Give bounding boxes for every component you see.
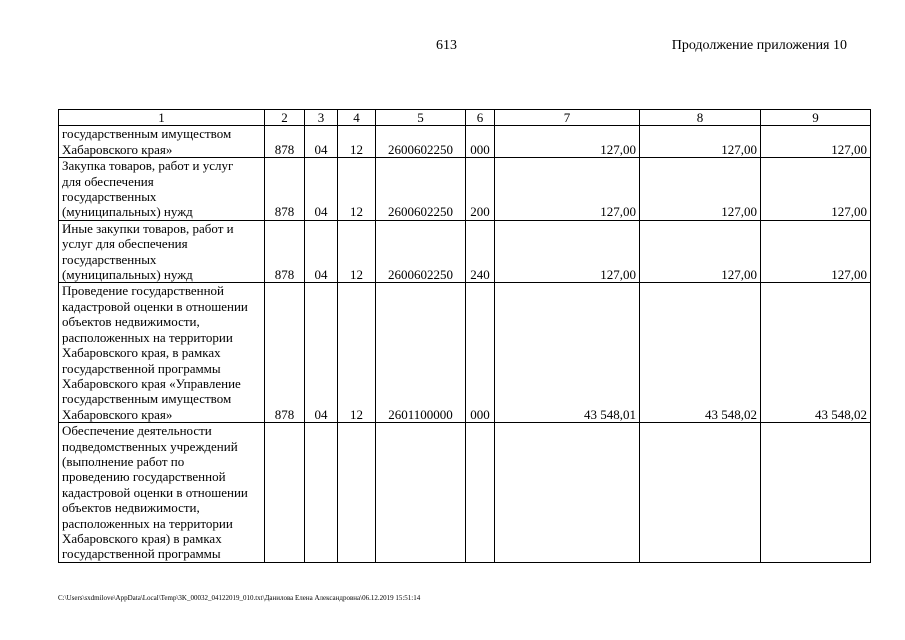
cell-amount-7	[495, 423, 640, 563]
cell-target	[376, 423, 466, 563]
name-line: объектов недвижимости,	[62, 314, 200, 330]
cell-subsection: 12	[338, 126, 376, 158]
name-line: кадастровой оценки в отношении	[62, 484, 248, 500]
column-header: 4	[338, 110, 376, 126]
cell-amount-7: 127,00	[495, 158, 640, 221]
name-line: государственным имуществом	[62, 126, 232, 142]
table-row	[59, 158, 871, 221]
cell-amount-8: 127,00	[640, 126, 761, 158]
name-line: Закупка товаров, работ и услуг	[62, 158, 234, 174]
file-path-footer: C:\Users\sxdmilove\AppData\Local\Temp\3K_00032_04122019_010.txt\Данилова Елена Александровна\06.12.2019 15:51:14	[58, 594, 421, 602]
row-name	[59, 126, 265, 158]
cell-subsection: 12	[338, 283, 376, 423]
name-line: государственной программы	[62, 360, 221, 376]
row-name	[59, 423, 265, 563]
cell-amount-7: 127,00	[495, 126, 640, 158]
cell-amount-8: 127,00	[640, 220, 761, 283]
row-name	[59, 158, 265, 221]
cell-target: 2601100000	[376, 283, 466, 423]
name-line: расположенных на территории	[62, 515, 233, 531]
cell-admin: 878	[265, 220, 305, 283]
name-line: (муниципальных) нужд	[62, 267, 193, 283]
cell-amount-9: 127,00	[761, 220, 871, 283]
name-line: государственных	[62, 251, 157, 267]
column-header: 3	[305, 110, 338, 126]
row-name	[59, 283, 265, 423]
name-line: Хабаровского края, в рамках	[62, 345, 221, 361]
cell-expense-type	[466, 423, 495, 563]
name-line: (муниципальных) нужд	[62, 204, 193, 220]
cell-target: 2600602250	[376, 126, 466, 158]
table-row	[59, 423, 871, 563]
cell-subsection: 12	[338, 158, 376, 221]
page-number: 613	[436, 38, 457, 53]
cell-admin	[265, 423, 305, 563]
cell-section: 04	[305, 283, 338, 423]
cell-amount-8: 127,00	[640, 158, 761, 221]
name-line: Обеспечение деятельности	[62, 423, 212, 439]
cell-amount-7: 127,00	[495, 220, 640, 283]
name-line: подведомственных учреждений	[62, 438, 238, 454]
table-row	[59, 283, 871, 423]
name-line: Проведение государственной	[62, 283, 225, 299]
cell-expense-type: 000	[466, 126, 495, 158]
name-line: услуг для обеспечения	[62, 236, 188, 252]
column-number-row	[59, 110, 871, 126]
name-line: объектов недвижимости,	[62, 500, 200, 516]
cell-amount-9: 127,00	[761, 158, 871, 221]
cell-amount-8: 43 548,02	[640, 283, 761, 423]
cell-subsection: 12	[338, 220, 376, 283]
appendix-caption: Продолжение приложения 10	[671, 38, 847, 53]
name-line: государственной программы	[62, 546, 221, 562]
cell-admin: 878	[265, 126, 305, 158]
cell-expense-type: 200	[466, 158, 495, 221]
column-header: 6	[466, 110, 495, 126]
cell-section	[305, 423, 338, 563]
row-name	[59, 220, 265, 283]
name-line: Хабаровского края»	[62, 141, 173, 157]
column-header: 1	[59, 110, 265, 126]
name-line: проведению государственной	[62, 469, 226, 485]
cell-section: 04	[305, 220, 338, 283]
cell-admin: 878	[265, 158, 305, 221]
name-line: Хабаровского края»	[62, 406, 173, 422]
name-line: Иные закупки товаров, работ и	[62, 220, 234, 236]
cell-admin: 878	[265, 283, 305, 423]
name-line: Хабаровского края «Управление	[62, 375, 241, 391]
name-line: для обеспечения	[62, 173, 154, 189]
column-header: 2	[265, 110, 305, 126]
column-header: 9	[761, 110, 871, 126]
cell-target: 2600602250	[376, 158, 466, 221]
name-line: расположенных на территории	[62, 329, 233, 345]
cell-section: 04	[305, 158, 338, 221]
cell-expense-type: 240	[466, 220, 495, 283]
name-line: государственных	[62, 189, 157, 205]
cell-amount-9	[761, 423, 871, 563]
name-line: государственным имуществом	[62, 391, 232, 407]
cell-amount-9: 43 548,02	[761, 283, 871, 423]
column-header: 7	[495, 110, 640, 126]
table-row	[59, 126, 871, 158]
column-header: 5	[376, 110, 466, 126]
cell-amount-9: 127,00	[761, 126, 871, 158]
name-line: (выполнение работ по	[62, 453, 185, 469]
cell-amount-8	[640, 423, 761, 563]
name-line: кадастровой оценки в отношении	[62, 298, 248, 314]
cell-expense-type: 000	[466, 283, 495, 423]
cell-section: 04	[305, 126, 338, 158]
column-header: 8	[640, 110, 761, 126]
name-line: Хабаровского края) в рамках	[62, 530, 222, 546]
budget-table	[58, 109, 871, 563]
table-row	[59, 220, 871, 283]
cell-target: 2600602250	[376, 220, 466, 283]
cell-amount-7: 43 548,01	[495, 283, 640, 423]
cell-subsection	[338, 423, 376, 563]
